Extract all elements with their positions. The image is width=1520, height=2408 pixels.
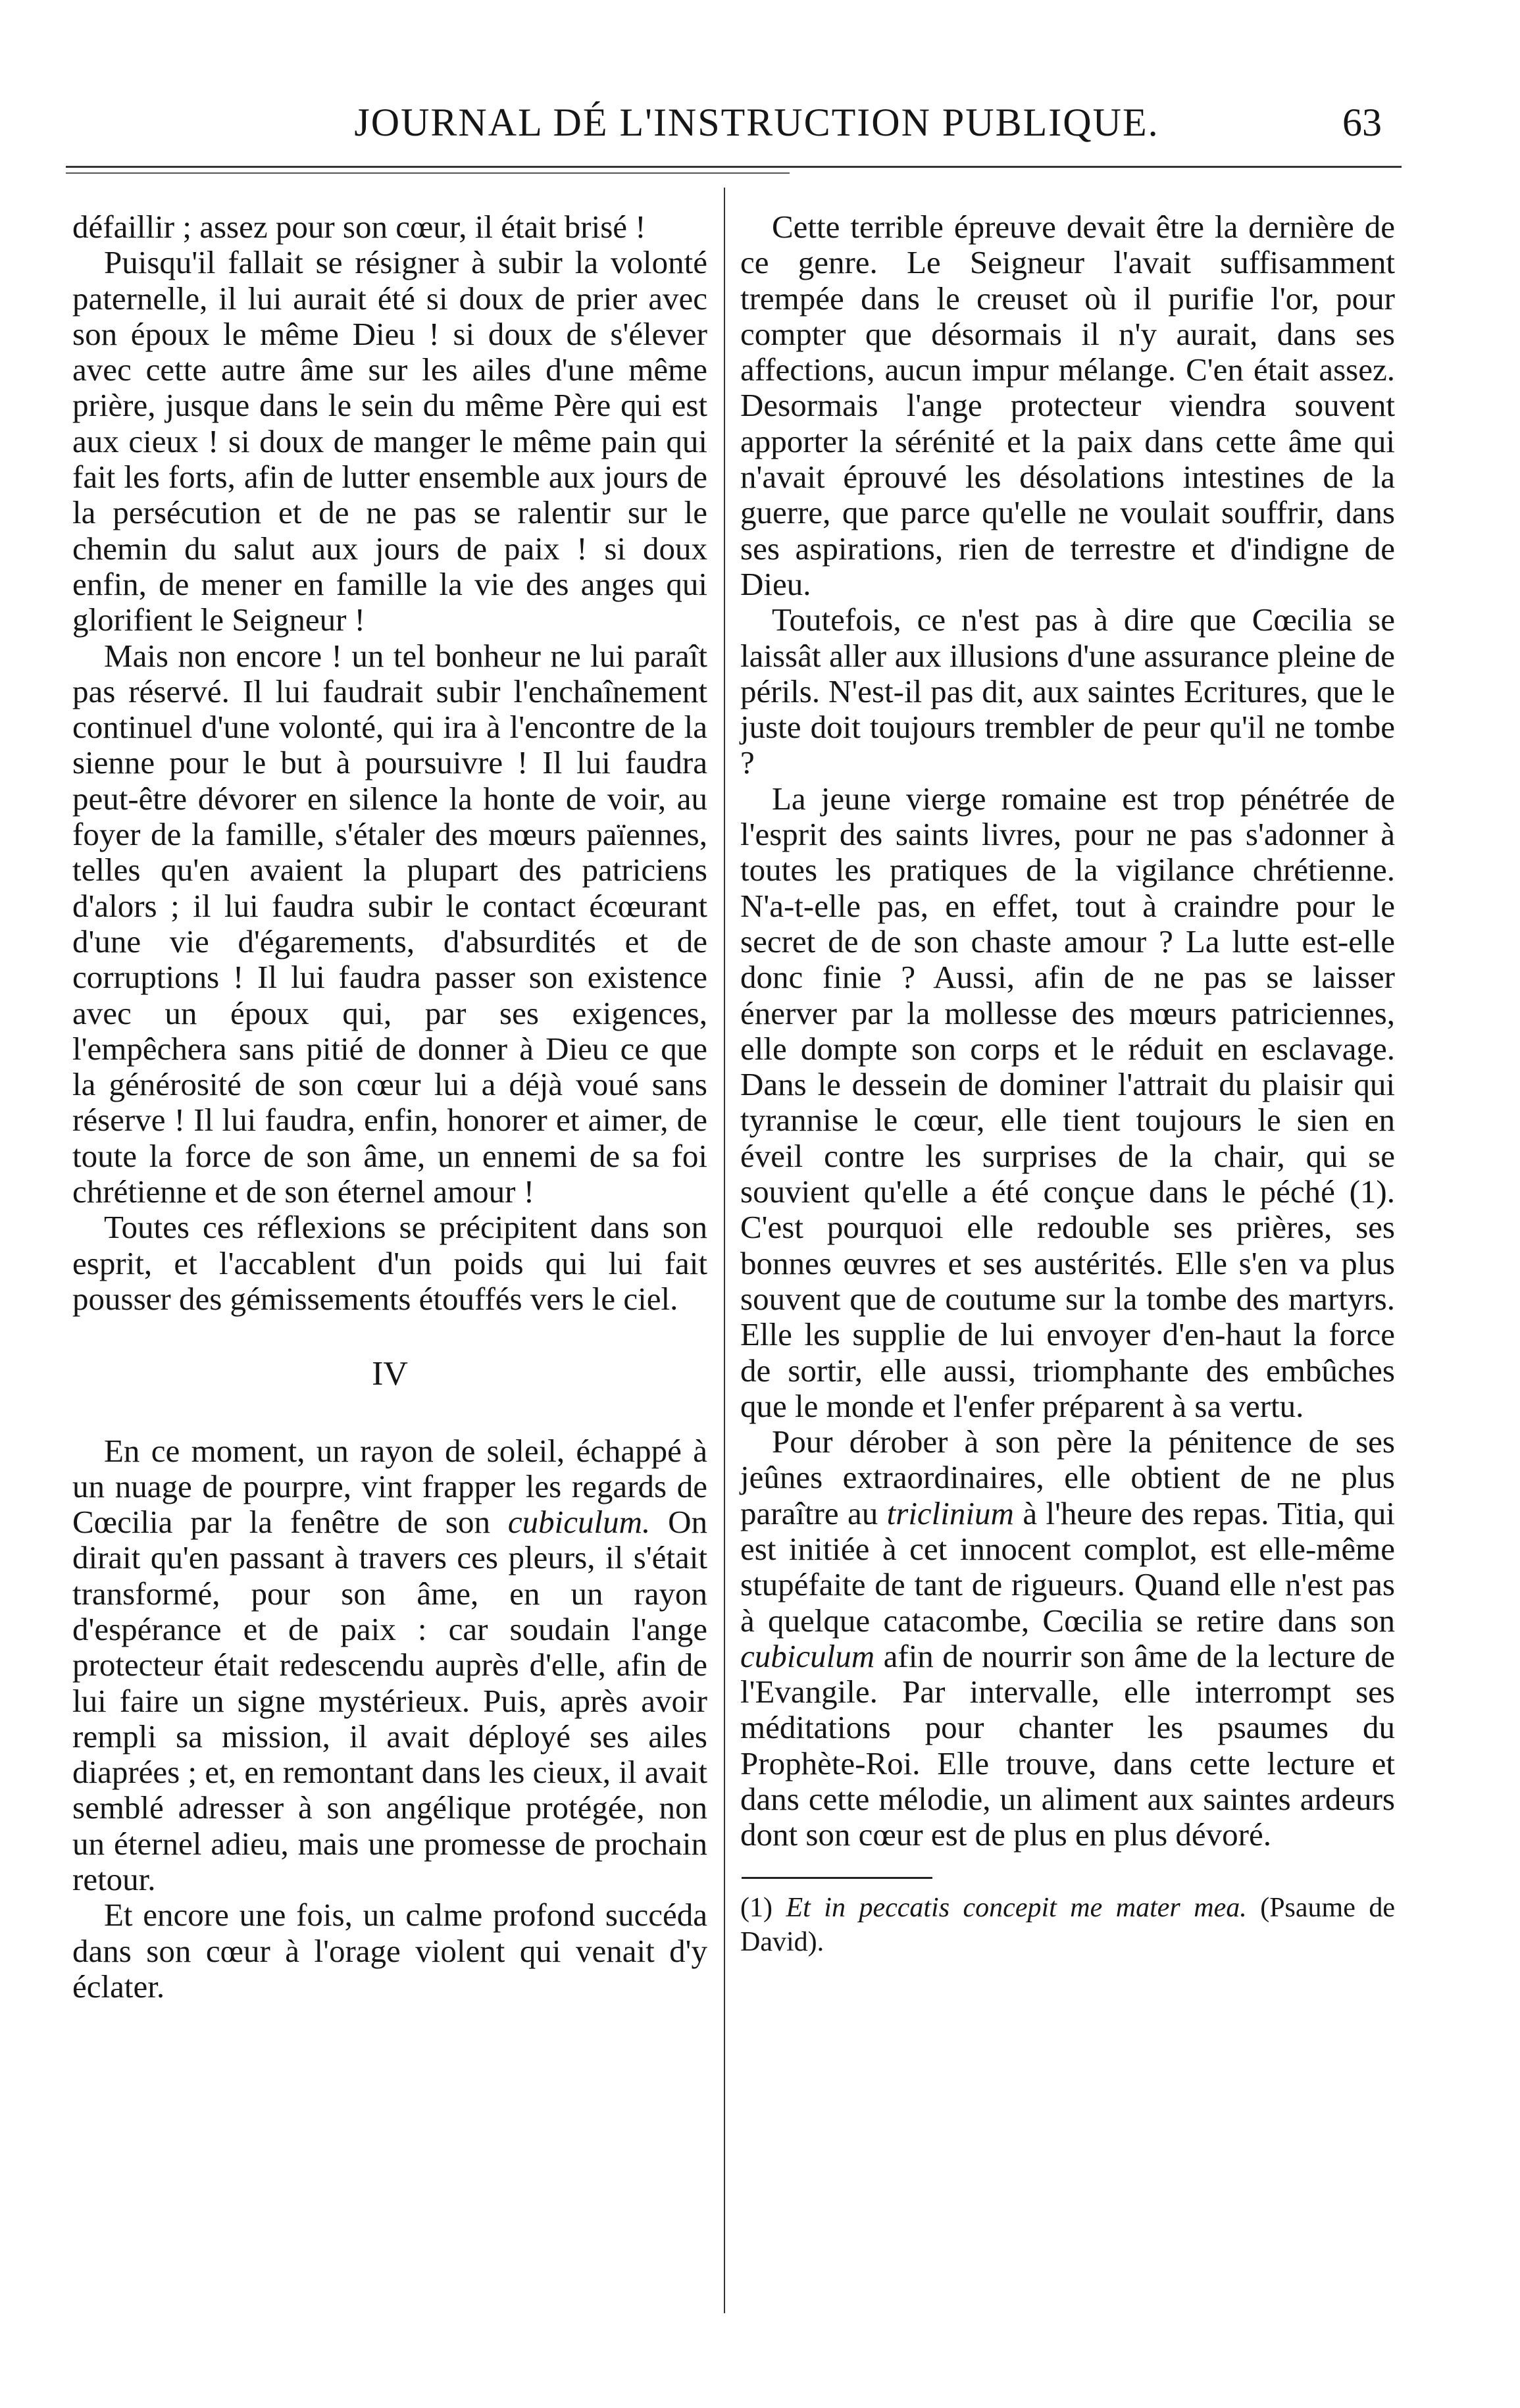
paragraph-text: à l'heure des repas. Titia, qui est initiée à cet innocent complot, est elle-même stupéfaite de tant de rigueurs. Quand elle n'est pas à quelque catacombe, Cœcilia se retire dans son (740, 1495, 1395, 1639)
right-column (740, 209, 1395, 1959)
italic-term: cubiculum (740, 1637, 875, 1674)
italic-term: triclinium (886, 1495, 1014, 1531)
column-divider (724, 188, 725, 2313)
paragraph-text: On dirait qu'en passant à travers ces pleurs, il s'était transformé, pour son âme, en un rayon d'espérance et de paix : car soudain l'ange protecteur était redescendu auprès d'elle, afin de lui faire un signe mystérieux. Puis, après avoir rempli sa mission, il avait déployé ses ailes diaprées ; et, en remontant dans les cieux, il avait semblé adresser à son angélique protégée, non un éternel adieu, mais une promesse de prochain retour. (72, 1504, 707, 1898)
footnote (740, 1891, 1395, 1959)
paragraph: Cette terrible épreuve devait être la dernière de ce genre. Le Seigneur l'avait suffisamment trempée dans le creuset où il purifie l'or, pour compter que désormais il n'y aurait, dans ses affections, aucun impur mélange. C'en était assez. Desormais l'ange protecteur viendra souvent apporter la sérénité et la paix dans cette âme qui n'avait éprouvé les désolations intestines de la guerre, que parce qu'elle ne voulait souffrir, dans ses aspirations, rien de terrestre et d'indigne de Dieu. (740, 209, 1395, 602)
paragraph: défaillir ; assez pour son cœur, il était brisé ! (72, 209, 646, 245)
running-head: JOURNAL DÉ L'INSTRUCTION PUBLIQUE. (354, 101, 1159, 144)
paragraph: La jeune vierge romaine est trop pénétrée de l'esprit des saints livres, pour ne pas s'adonner à toutes les pratiques de la vigilance chrétienne. N'a-t-elle pas, en effet, tout à craindre pour le secret de de son chaste amour ? La lutte est-elle donc finie ? Aussi, afin de ne pas se laisser énerver par la mollesse des mœurs patriciennes, elle dompte son corps et le réduit en esclavage. Dans le dessein de dominer l'attrait du plaisir qui tyrannise le cœur, elle tient toujours le sien en éveil contre les surprises de la chair, qui se souvient qu'elle a été conçue dans le péché (1). C'est pourquoi elle redouble ses prières, ses bonnes œuvres et ses austérités. Elle s'en va plus souvent que de coutume sur la tombe des martyrs. Elle les supplie de lui envoyer d'en-haut la force de sortir, elle aussi, triomphante des embûches que le monde et l'enfer préparent à sa vertu. (740, 780, 1395, 1424)
paragraph: Puisqu'il fallait se résigner à subir la volonté paternelle, il lui aurait été si doux de prier avec son époux le même Dieu ! si doux de s'élever avec cette autre âme sur les ailes d'une même prière, jusque dans le sein du même Père qui est aux cieux ! si doux de manger le même pain qui fait les forts, afin de lutter ensemble aux jours de la persécution et de ne pas se ralentir sur le chemin du salut aux jours de paix ! si doux enfin, de mener en famille la vie des anges qui glorifient le Seigneur ! (72, 244, 707, 638)
header-rule (66, 166, 1402, 168)
paragraph-text: En ce moment, un rayon de soleil, échappé à un nuage de pourpre, vint frapper les regards de Cœcilia par la fenêtre de son (72, 1432, 707, 1541)
footnote-source: (Psaume de David). (740, 1892, 1395, 1957)
paragraph: Et encore une fois, un calme profond succéda dans son cœur à l'orage violent qui venait d'y éclater. (72, 1897, 707, 2005)
paragraph (72, 1433, 707, 1898)
paragraph: Toutes ces réflexions se précipitent dans son esprit, et l'accablent d'un poids qui lui fait pousser des gémissements étouffés vers le ciel. (72, 1209, 707, 1317)
paragraph (740, 1424, 1395, 1853)
footnote-quote: Et in peccatis concepit me mater mea. (786, 1892, 1247, 1923)
paragraph: Mais non encore ! un tel bonheur ne lui paraît pas réservé. Il lui faudrait subir l'enchaînement continuel d'une volonté, qui ira à l'encontre de la sienne pour le but à poursuivre ! Il lui faudra peut-être dévorer en silence la honte de voir, au foyer de la famille, s'étaler des mœurs païennes, telles qu'en avaient la plupart des patriciens d'alors ; il lui faudra subir le contact écœurant d'une vie d'égarements, d'absurdités et de corruptions ! Il lui faudra passer son existence avec un époux qui, par ses exigences, l'empêchera sans pitié de donner à Dieu ce que la générosité de son cœur lui a déjà voué sans réserve ! Il lui faudra, enfin, honorer et aimer, de toute la force de son âme, un ennemi de sa foi chrétienne et de son éternel amour ! (72, 637, 707, 1210)
footnote-rule (742, 1877, 932, 1879)
section-heading: IV (372, 1355, 408, 1393)
header-rule-secondary (66, 172, 790, 174)
page-number: 63 (1342, 101, 1382, 144)
left-column (72, 209, 707, 2005)
paragraph: Toutefois, ce n'est pas à dire que Cœcilia se laissât aller aux illusions d'une assurance pleine de périls. N'est-il pas dit, aux saintes Ecritures, que le juste doit toujours trembler de peur qu'il ne tombe ? (740, 602, 1395, 781)
paragraph-text: afin de nourrir son âme de la lecture de l'Evangile. Par intervalle, elle interrompt ses méditations pour chanter les psaumes du Prophète-Roi. Elle trouve, dans cette lecture et dans cette mélodie, un aliment aux saintes ardeurs dont son cœur est de plus en plus dévoré. (740, 1637, 1395, 1853)
paragraph-text: Pour dérober à son père la pénitence de ses jeûnes extraordinaires, elle obtient de ne plus paraître au (740, 1423, 1395, 1531)
italic-term: cubiculum. (507, 1504, 651, 1541)
footnote-marker: (1) (740, 1892, 786, 1923)
